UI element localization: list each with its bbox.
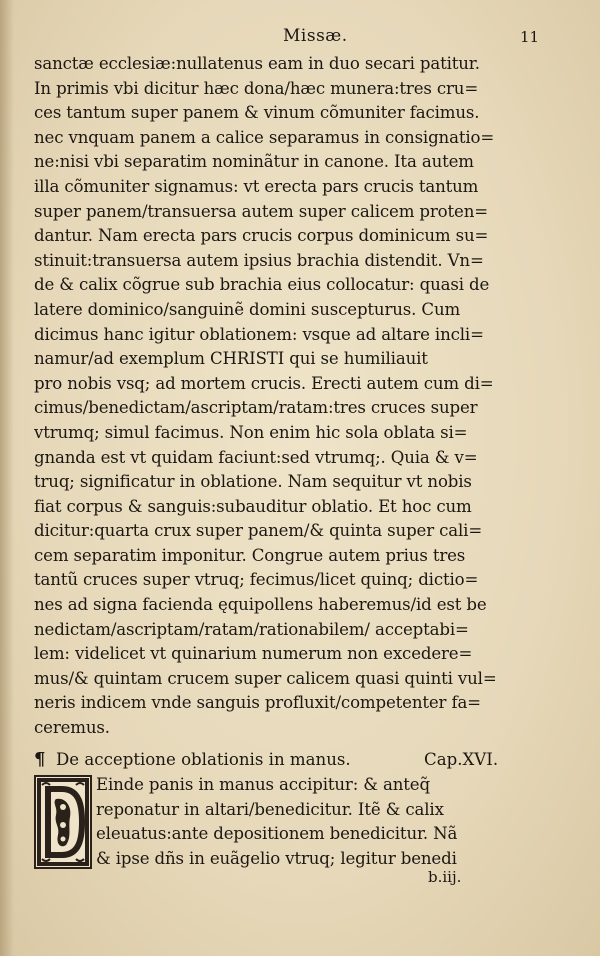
text-line: illa cõmuniter signamus: vt erecta pars crucis tantum (34, 176, 479, 196)
text-line: nec vnquam panem a calice separamus in consignatio= (34, 127, 495, 147)
main-text-block (34, 52, 544, 741)
page-spine-shadow (0, 0, 14, 956)
chapter-text-line: & ipse dñs in euãgelio vtruq; legitur benedi (96, 848, 457, 868)
chapter-text-block (96, 773, 544, 871)
text-line: tantũ cruces super vtruq; fecimus/licet quinq; dictio= (34, 570, 479, 590)
text-line: ne:nisi vbi separatim nominãtur in canone. Ita autem (34, 152, 474, 172)
text-line: In primis vbi dicitur hæc dona/hæc munera:tres cru= (34, 78, 479, 98)
text-line: dicitur:quarta crux super panem/& quinta super cali= (34, 521, 483, 541)
text-line: cem separatim imponitur. Congrue autem prius tres (34, 545, 466, 565)
signature-mark: b.iij. (428, 868, 462, 886)
text-line: cimus/benedictam/ascriptam/ratam:tres cruces super (34, 398, 478, 418)
text-line: super panem/transuersa autem super calicem proten= (34, 201, 488, 221)
text-line: latere dominico/sanguinẽ domini suscepturus. Cum (34, 299, 461, 319)
running-head (0, 20, 600, 50)
text-line: nedictam/ascriptam/ratam/rationabilem/ acceptabi= (34, 619, 469, 639)
chapter-text-line: eleuatus:ante depositionem benedicitur. Nã (96, 824, 458, 844)
text-line: ces tantum super panem & vinum cõmuniter facimus. (34, 103, 480, 123)
decorated-initial-d-icon (34, 775, 92, 869)
text-line: sanctæ ecclesiæ:nullatenus eam in duo secari patitur. (34, 54, 480, 73)
chapter-text-line: reponatur in altari/benedicitur. Itẽ & calix (96, 799, 444, 819)
text-line: dicimus hanc igitur oblationem: vsque ad altare incli= (34, 324, 484, 344)
text-line: neris indicem vnde sanguis profluxit/competenter fa= (34, 693, 481, 713)
text-line: gnanda est vt quidam faciunt:sed vtrumq;. Quia & v= (34, 447, 478, 467)
text-line: fiat corpus & sanguis:subauditur oblatio. Et hoc cum (34, 496, 472, 516)
pilcrow-icon: ¶ (34, 749, 46, 770)
text-line: vtrumq; simul facimus. Non enim hic sola oblata si= (34, 422, 468, 442)
text-line: lem: videlicet vt quinarium numerum non excedere= (34, 644, 473, 664)
running-title: Missæ. (283, 26, 348, 46)
chapter-heading (34, 748, 544, 772)
initial-ornament-icon (36, 777, 90, 867)
text-line: ceremus. (34, 718, 110, 738)
text-line: de & calix cõgrue sub brachia eius collocatur: quasi de (34, 275, 490, 295)
text-line: stinuit:transuersa autem ipsius brachia distendit. Vn= (34, 250, 484, 270)
chapter-title: De acceptione oblationis in manus. (56, 750, 351, 769)
text-line: pro nobis vsq; ad mortem crucis. Erecti autem cum di= (34, 373, 494, 393)
text-line: namur/ad exemplum CHRISTI qui se humiliauit (34, 349, 428, 369)
chapter-text-line: Einde panis in manus accipitur: & anteq̃ (96, 775, 430, 794)
text-line: nes ad signa facienda ęquipollens haberemus/id est be (34, 595, 487, 615)
chapter-number: Cap.XVI. (424, 750, 499, 769)
text-line: mus/& quintam crucem super calicem quasi quinti vul= (34, 668, 497, 688)
text-line: dantur. Nam erecta pars crucis corpus dominicum su= (34, 226, 489, 246)
text-line: truq; significatur in oblatione. Nam sequitur vt nobis (34, 472, 472, 492)
folio-number: 11 (520, 28, 540, 46)
